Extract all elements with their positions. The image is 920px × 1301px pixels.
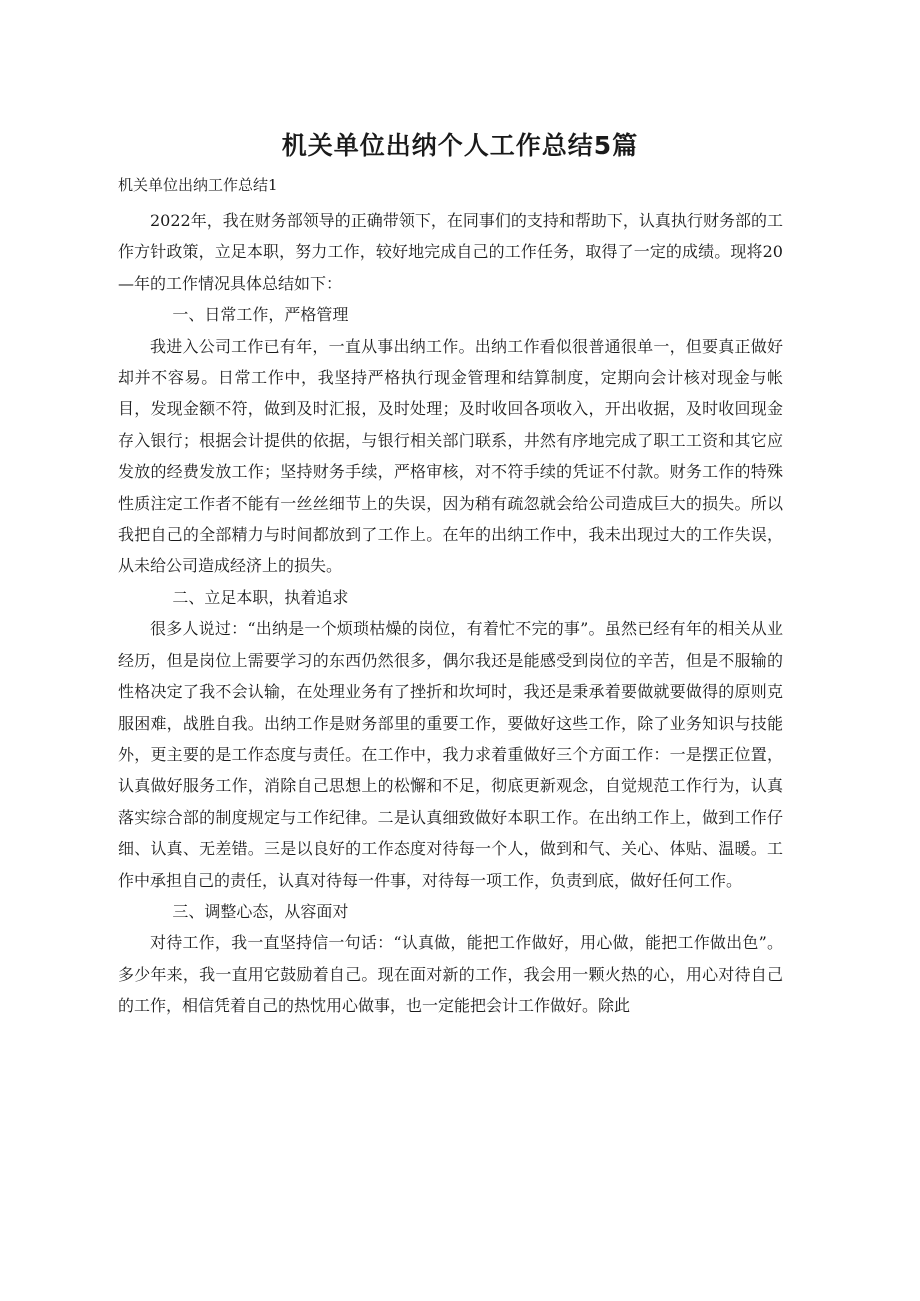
paragraph-daily-work: 我进入公司工作已有年，一直从事出纳工作。出纳工作看似很普通很单一，但要真正做好却并不容易。日常工作中，我坚持严格执行现金管理和结算制度，定期向会计核对现金与帐目，发现金额不符，做到及时汇报，及时处理；及时收回各项收入，开出收据，及时收回现金存入银行；根据会计提供的依据，与银行相关部门联系，井然有序地完成了职工工资和其它应发放的经费发放工作；坚持财务手续，严格审核，对不符手续的凭证不付款。财务工作的特殊性质注定工作者不能有一丝丝细节上的失误，因为稍有疏忽就会给公司造成巨大的损失。所以我把自己的全部精力与时间都放到了工作上。在年的出纳工作中，我未出现过大的工作失误，从未给公司造成经济上的损失。 xyxy=(118,336,783,576)
paragraph-pursuit: 很多人说过：“出纳是一个烦琐枯燥的岗位，有着忙不完的事”。虽然已经有年的相关从业经历，但是岗位上需要学习的东西仍然很多，偶尔我还是能感受到岗位的辛苦，但是不服输的性格决定了我不会认输，在处理业务有了挫折和坎坷时，我还是秉承着要做就要做得的原则克服困难，战胜自我。出纳工作是财务部里的重要工作，要做好这些工作，除了业务知识与技能外，更主要的是工作态度与责任。在工作中，我力求着重做好三个方面工作：一是摆正位置，认真做好服务工作，消除自己思想上的松懈和不足，彻底更新观念，自觉规范工作行为，认真落实综合部的制度规定与工作纪律。二是认真细致做好本职工作。在出纳工作上，做到工作仔细、认真、无差错。三是以良好的工作态度对待每一个人，做到和气、关心、体贴、温暖。工作中承担自己的责任，认真对待每一件事，对待每一项工作，负责到底，做好任何工作。 xyxy=(118,619,783,890)
section-heading-1: 一、日常工作，严格管理 xyxy=(172,305,349,325)
document-title: 机关单位出纳个人工作总结5篇 xyxy=(281,131,639,160)
document-subtitle: 机关单位出纳工作总结1 xyxy=(118,176,278,194)
section-heading-3: 三、调整心态，从容面对 xyxy=(172,901,349,921)
section-heading-2: 二、立足本职，执着追求 xyxy=(172,587,349,607)
paragraph-attitude: 对待工作，我一直坚持信一句话：“认真做，能把工作做好，用心做，能把工作做出色”。多少年来，我一直用它鼓励着自己。现在面对新的工作，我会用一颗火热的心，用心对待自己的工作，相信凭着自己的热忱用心做事，也一定能把会计工作做好。除此 xyxy=(118,933,783,1016)
paragraph-intro: 2022年，我在财务部领导的正确带领下，在同事们的支持和帮助下，认真执行财务部的工作方针政策，立足本职，努力工作，较好地完成自己的工作任务，取得了一定的成绩。现将20—年的工作情况具体总结如下： xyxy=(118,211,783,293)
document-body xyxy=(118,205,783,1022)
